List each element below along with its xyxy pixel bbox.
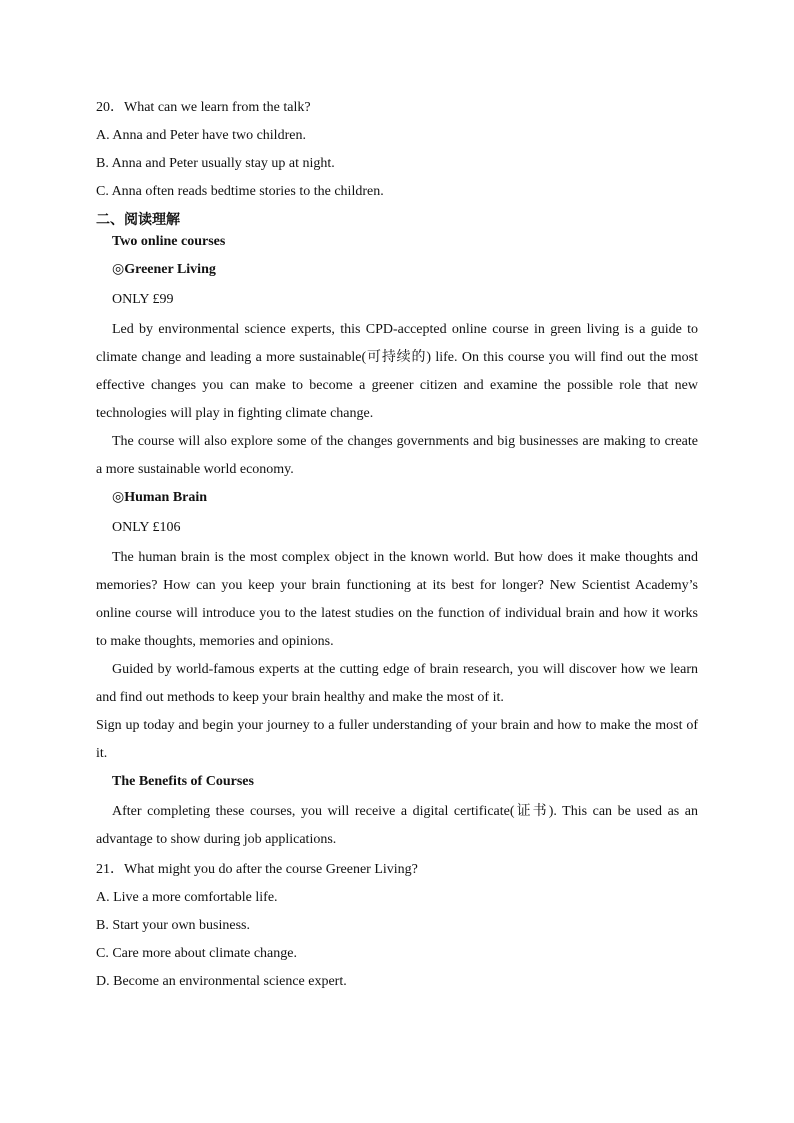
- course-1-price: ONLY £99: [112, 292, 174, 307]
- question-20-option-a: A. Anna and Peter have two children.: [96, 128, 306, 143]
- benefits-paragraph: After completing these courses, you will receive a digital certificate(证书). This can be used as an advantage to show during job applications.: [96, 804, 698, 847]
- course-2-price: ONLY £106: [112, 520, 181, 535]
- question-21-option-b: B. Start your own business.: [96, 918, 250, 933]
- question-21-option-d: D. Become an environmental science expert.: [96, 974, 347, 989]
- question-21-option-c: C. Care more about climate change.: [96, 946, 297, 961]
- benefits-title: The Benefits of Courses: [112, 774, 254, 789]
- course-1-name: ◎Greener Living: [112, 262, 216, 277]
- question-21-stem: 21．What might you do after the course Greener Living?: [96, 862, 418, 877]
- question-20-stem: 20．What can we learn from the talk?: [96, 100, 311, 115]
- passage-title: Two online courses: [112, 234, 226, 249]
- question-20-option-c: C. Anna often reads bedtime stories to the children.: [96, 184, 384, 199]
- section-heading: 二、阅读理解: [96, 212, 180, 228]
- question-20-option-b: B. Anna and Peter usually stay up at night.: [96, 156, 335, 171]
- course-2-name: ◎Human Brain: [112, 490, 208, 505]
- course-1-paragraph-2: The course will also explore some of the changes governments and big businesses are making to create a more sustainable world economy.: [96, 434, 698, 477]
- course-2-paragraph-3: Sign up today and begin your journey to a fuller understanding of your brain and how to make the most of it.: [96, 718, 698, 761]
- course-1-paragraph-1: Led by environmental science experts, this CPD-accepted online course in green living is a guide to climate change and leading a more sustainable(可持续的) life. On this course you will find out the most effective changes you can make to become a greener citizen and examine the possible role that new technologies will play in fighting climate change.: [96, 322, 698, 421]
- course-2-paragraph-2: Guided by world-famous experts at the cutting edge of brain research, you will discover how we learn and find out methods to keep your brain healthy and make the most of it.: [96, 662, 698, 705]
- question-21-option-a: A. Live a more comfortable life.: [96, 890, 278, 905]
- course-2-paragraph-1: The human brain is the most complex object in the known world. But how does it make thoughts and memories? How can you keep your brain functioning at its best for longer? New Scientist Academy’s online course will introduce you to the latest studies on the function of individual brain and how it works to make thoughts, memories and opinions.: [96, 550, 698, 649]
- exam-page: [96, 94, 698, 996]
